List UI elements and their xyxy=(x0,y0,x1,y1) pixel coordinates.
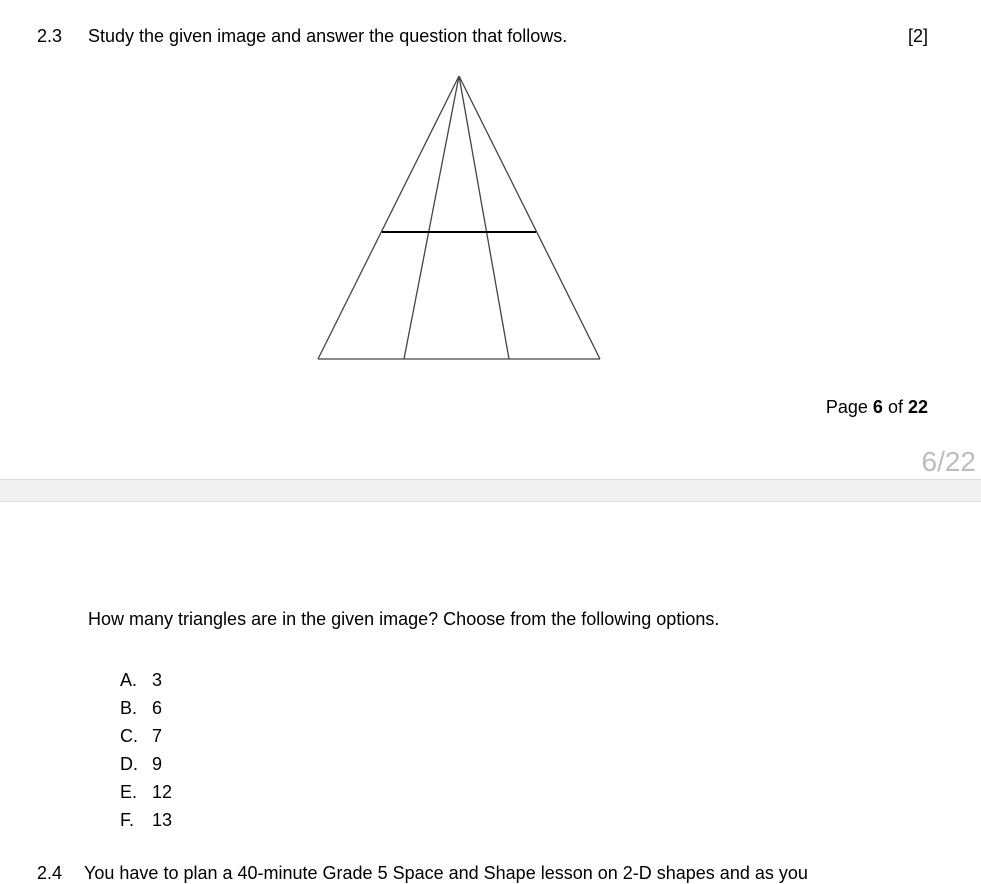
option-c xyxy=(120,722,172,750)
question-text: Study the given image and answer the question that follows. xyxy=(88,26,568,46)
triangle-right-edge xyxy=(459,76,600,359)
page-indicator: 6/22 xyxy=(921,446,976,477)
page-separator xyxy=(0,479,981,502)
question-header xyxy=(0,0,981,60)
triangle-figure xyxy=(314,72,606,364)
total-pages: 22 xyxy=(907,397,928,417)
triangle-inner-line-right xyxy=(459,76,509,359)
current-page: 6 xyxy=(872,397,883,417)
option-value: 12 xyxy=(152,782,173,802)
option-d xyxy=(120,750,172,778)
next-question-number: 2.4 xyxy=(37,863,63,883)
answer-options xyxy=(120,666,172,834)
option-letter: C. xyxy=(120,726,138,746)
option-value: 7 xyxy=(152,726,163,746)
next-question-text: You have to plan a 40-minute Grade 5 Space and Shape lesson on 2-D shapes and as you xyxy=(84,863,808,883)
option-letter: A. xyxy=(120,670,138,690)
option-e xyxy=(120,778,172,806)
option-a xyxy=(120,666,172,694)
option-letter: B. xyxy=(120,698,138,718)
question-number: 2.3 xyxy=(37,26,63,46)
option-value: 6 xyxy=(152,698,163,718)
question-marks: [2] xyxy=(907,26,928,46)
option-value: 9 xyxy=(152,754,163,774)
option-letter: D. xyxy=(120,754,138,774)
page-label: Page xyxy=(825,397,868,417)
option-letter: F. xyxy=(120,810,135,830)
triangle-inner-line-left xyxy=(404,76,459,359)
triangle-left-edge xyxy=(318,76,459,359)
page-footer xyxy=(700,396,928,418)
option-value: 3 xyxy=(152,670,163,690)
option-letter: E. xyxy=(120,782,138,802)
option-f xyxy=(120,806,172,834)
question-prompt: How many triangles are in the given image? Choose from the following options. xyxy=(88,609,720,629)
next-question xyxy=(37,862,830,884)
option-value: 13 xyxy=(152,810,173,830)
option-b xyxy=(120,694,172,722)
of-label: of xyxy=(887,397,903,417)
